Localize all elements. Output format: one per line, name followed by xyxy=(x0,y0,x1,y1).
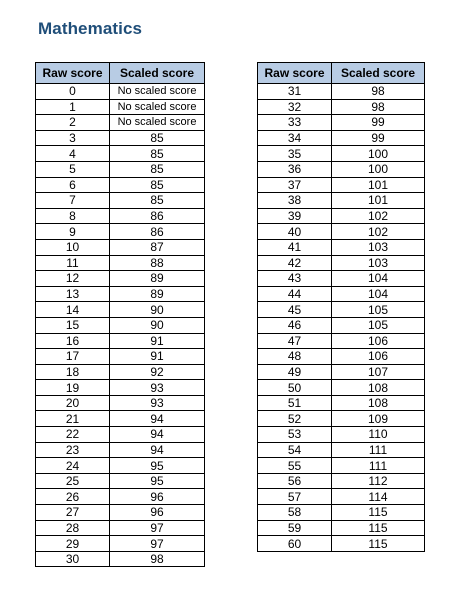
raw-score-cell: 28 xyxy=(36,520,110,536)
scaled-score-cell: 103 xyxy=(332,255,425,271)
raw-score-cell: 54 xyxy=(258,442,332,458)
scaled-score-cell: 90 xyxy=(110,317,205,333)
table-row xyxy=(36,255,205,271)
scaled-score-cell: 105 xyxy=(332,317,425,333)
score-table-left-body xyxy=(36,84,205,567)
table-row xyxy=(36,536,205,552)
raw-score-cell: 35 xyxy=(258,146,332,162)
raw-score-cell: 11 xyxy=(36,255,110,271)
scaled-score-cell: 110 xyxy=(332,427,425,443)
scaled-score-cell: 102 xyxy=(332,224,425,240)
raw-score-cell: 55 xyxy=(258,458,332,474)
scaled-score-cell: No scaled score xyxy=(110,115,205,131)
scaled-score-cell: 115 xyxy=(332,520,425,536)
table-row xyxy=(36,380,205,396)
raw-score-cell: 43 xyxy=(258,271,332,287)
table-row xyxy=(258,99,425,115)
table-row xyxy=(258,380,425,396)
raw-score-cell: 19 xyxy=(36,380,110,396)
raw-score-cell: 0 xyxy=(36,84,110,100)
raw-score-cell: 38 xyxy=(258,193,332,209)
table-row xyxy=(36,333,205,349)
raw-score-cell: 48 xyxy=(258,349,332,365)
scaled-score-cell: 100 xyxy=(332,146,425,162)
scaled-score-cell: 96 xyxy=(110,489,205,505)
scaled-score-cell: 85 xyxy=(110,177,205,193)
raw-score-cell: 47 xyxy=(258,333,332,349)
table-row xyxy=(258,193,425,209)
scaled-score-cell: 91 xyxy=(110,349,205,365)
scaled-score-cell: 97 xyxy=(110,536,205,552)
scaled-score-cell: 91 xyxy=(110,333,205,349)
table-row xyxy=(258,302,425,318)
scaled-score-cell: 89 xyxy=(110,286,205,302)
raw-score-cell: 49 xyxy=(258,364,332,380)
raw-score-cell: 25 xyxy=(36,473,110,489)
raw-score-cell: 4 xyxy=(36,146,110,162)
table-row xyxy=(36,161,205,177)
scaled-score-cell: 106 xyxy=(332,349,425,365)
scaled-score-cell: 108 xyxy=(332,380,425,396)
table-row xyxy=(36,489,205,505)
raw-score-cell: 18 xyxy=(36,364,110,380)
raw-score-cell: 2 xyxy=(36,115,110,131)
scaled-score-cell: 98 xyxy=(332,99,425,115)
raw-score-cell: 15 xyxy=(36,317,110,333)
table-header-row xyxy=(36,63,205,84)
raw-score-cell: 50 xyxy=(258,380,332,396)
table-row xyxy=(36,505,205,521)
table-row xyxy=(258,349,425,365)
raw-score-cell: 37 xyxy=(258,177,332,193)
table-row xyxy=(258,84,425,100)
table-row xyxy=(36,99,205,115)
raw-score-cell: 24 xyxy=(36,458,110,474)
scaled-score-header: Scaled score xyxy=(332,63,425,84)
table-row xyxy=(36,551,205,567)
table-row xyxy=(258,177,425,193)
scaled-score-cell: No scaled score xyxy=(110,99,205,115)
scaled-score-cell: 87 xyxy=(110,239,205,255)
table-row xyxy=(258,130,425,146)
raw-score-cell: 44 xyxy=(258,286,332,302)
table-row xyxy=(258,161,425,177)
score-table-right-body xyxy=(258,84,425,552)
scaled-score-cell: 107 xyxy=(332,364,425,380)
scaled-score-cell: 109 xyxy=(332,411,425,427)
score-table-right xyxy=(257,62,425,552)
table-row xyxy=(36,271,205,287)
raw-score-cell: 9 xyxy=(36,224,110,240)
scaled-score-cell: 101 xyxy=(332,177,425,193)
raw-score-header: Raw score xyxy=(258,63,332,84)
raw-score-cell: 16 xyxy=(36,333,110,349)
table-row xyxy=(36,286,205,302)
raw-score-cell: 56 xyxy=(258,473,332,489)
raw-score-cell: 3 xyxy=(36,130,110,146)
table-row xyxy=(258,317,425,333)
raw-score-cell: 6 xyxy=(36,177,110,193)
score-table-left xyxy=(35,62,205,567)
scaled-score-cell: 85 xyxy=(110,161,205,177)
scaled-score-cell: 100 xyxy=(332,161,425,177)
table-row xyxy=(36,458,205,474)
scaled-score-cell: 115 xyxy=(332,505,425,521)
table-row xyxy=(36,84,205,100)
scaled-score-cell: 94 xyxy=(110,427,205,443)
raw-score-cell: 22 xyxy=(36,427,110,443)
scaled-score-cell: 112 xyxy=(332,473,425,489)
table-row xyxy=(258,224,425,240)
scaled-score-cell: 111 xyxy=(332,458,425,474)
raw-score-cell: 12 xyxy=(36,271,110,287)
scaled-score-cell: 101 xyxy=(332,193,425,209)
table-row xyxy=(258,146,425,162)
raw-score-cell: 27 xyxy=(36,505,110,521)
raw-score-cell: 14 xyxy=(36,302,110,318)
scaled-score-cell: 93 xyxy=(110,380,205,396)
scaled-score-cell: 94 xyxy=(110,442,205,458)
raw-score-cell: 10 xyxy=(36,239,110,255)
raw-score-cell: 7 xyxy=(36,193,110,209)
table-row xyxy=(36,427,205,443)
table-row xyxy=(36,411,205,427)
scaled-score-cell: 97 xyxy=(110,520,205,536)
table-row xyxy=(258,395,425,411)
raw-score-cell: 13 xyxy=(36,286,110,302)
raw-score-cell: 32 xyxy=(258,99,332,115)
table-row xyxy=(36,193,205,209)
table-row xyxy=(258,411,425,427)
raw-score-cell: 21 xyxy=(36,411,110,427)
scaled-score-cell: 111 xyxy=(332,442,425,458)
table-row xyxy=(36,146,205,162)
table-row xyxy=(258,239,425,255)
table-row xyxy=(36,302,205,318)
raw-score-cell: 31 xyxy=(258,84,332,100)
scaled-score-cell: 88 xyxy=(110,255,205,271)
scaled-score-cell: 85 xyxy=(110,193,205,209)
raw-score-cell: 36 xyxy=(258,161,332,177)
raw-score-cell: 26 xyxy=(36,489,110,505)
raw-score-header: Raw score xyxy=(36,63,110,84)
raw-score-cell: 20 xyxy=(36,395,110,411)
table-row xyxy=(36,177,205,193)
raw-score-cell: 46 xyxy=(258,317,332,333)
table-row xyxy=(36,208,205,224)
raw-score-cell: 29 xyxy=(36,536,110,552)
raw-score-cell: 17 xyxy=(36,349,110,365)
page-title: Mathematics xyxy=(38,19,143,38)
table-row xyxy=(258,286,425,302)
raw-score-cell: 5 xyxy=(36,161,110,177)
scaled-score-cell: 94 xyxy=(110,411,205,427)
raw-score-cell: 45 xyxy=(258,302,332,318)
scaled-score-cell: 96 xyxy=(110,505,205,521)
raw-score-cell: 59 xyxy=(258,520,332,536)
raw-score-cell: 53 xyxy=(258,427,332,443)
scaled-score-cell: 104 xyxy=(332,271,425,287)
scaled-score-cell: 105 xyxy=(332,302,425,318)
scaled-score-header: Scaled score xyxy=(110,63,205,84)
scaled-score-cell: 104 xyxy=(332,286,425,302)
raw-score-cell: 1 xyxy=(36,99,110,115)
table-header-row xyxy=(258,63,425,84)
scaled-score-cell: 99 xyxy=(332,115,425,131)
scaled-score-cell: 115 xyxy=(332,536,425,552)
table-row xyxy=(258,473,425,489)
table-row xyxy=(36,317,205,333)
scaled-score-cell: 98 xyxy=(332,84,425,100)
scaled-score-cell: 102 xyxy=(332,208,425,224)
table-row xyxy=(258,271,425,287)
scaled-score-cell: 86 xyxy=(110,224,205,240)
raw-score-cell: 42 xyxy=(258,255,332,271)
raw-score-cell: 23 xyxy=(36,442,110,458)
raw-score-cell: 39 xyxy=(258,208,332,224)
scaled-score-cell: 92 xyxy=(110,364,205,380)
table-row xyxy=(36,349,205,365)
table-row xyxy=(36,395,205,411)
table-row xyxy=(258,505,425,521)
scaled-score-cell: 90 xyxy=(110,302,205,318)
scaled-score-cell: 86 xyxy=(110,208,205,224)
scaled-score-cell: 95 xyxy=(110,458,205,474)
table-row xyxy=(258,520,425,536)
table-row xyxy=(36,224,205,240)
raw-score-cell: 58 xyxy=(258,505,332,521)
raw-score-cell: 40 xyxy=(258,224,332,240)
raw-score-cell: 34 xyxy=(258,130,332,146)
scaled-score-cell: 89 xyxy=(110,271,205,287)
table-row xyxy=(258,427,425,443)
table-row xyxy=(258,536,425,552)
scaled-score-cell: 85 xyxy=(110,146,205,162)
scaled-score-cell: 108 xyxy=(332,395,425,411)
raw-score-cell: 57 xyxy=(258,489,332,505)
scaled-score-cell: 85 xyxy=(110,130,205,146)
raw-score-cell: 52 xyxy=(258,411,332,427)
table-row xyxy=(36,520,205,536)
table-row xyxy=(36,364,205,380)
table-row xyxy=(36,473,205,489)
raw-score-cell: 51 xyxy=(258,395,332,411)
scaled-score-cell: 99 xyxy=(332,130,425,146)
scaled-score-cell: 106 xyxy=(332,333,425,349)
raw-score-cell: 30 xyxy=(36,551,110,567)
table-row xyxy=(258,489,425,505)
scaled-score-cell: 114 xyxy=(332,489,425,505)
table-row xyxy=(258,333,425,349)
table-row xyxy=(258,364,425,380)
scaled-score-cell: 95 xyxy=(110,473,205,489)
table-row xyxy=(36,442,205,458)
raw-score-cell: 33 xyxy=(258,115,332,131)
scaled-score-cell: No scaled score xyxy=(110,84,205,100)
table-row xyxy=(258,208,425,224)
raw-score-cell: 8 xyxy=(36,208,110,224)
table-row xyxy=(258,255,425,271)
table-row xyxy=(36,130,205,146)
table-row xyxy=(258,115,425,131)
table-row xyxy=(258,442,425,458)
table-row xyxy=(258,458,425,474)
scaled-score-cell: 98 xyxy=(110,551,205,567)
scaled-score-cell: 93 xyxy=(110,395,205,411)
table-row xyxy=(36,115,205,131)
scaled-score-cell: 103 xyxy=(332,239,425,255)
raw-score-cell: 60 xyxy=(258,536,332,552)
table-row xyxy=(36,239,205,255)
raw-score-cell: 41 xyxy=(258,239,332,255)
